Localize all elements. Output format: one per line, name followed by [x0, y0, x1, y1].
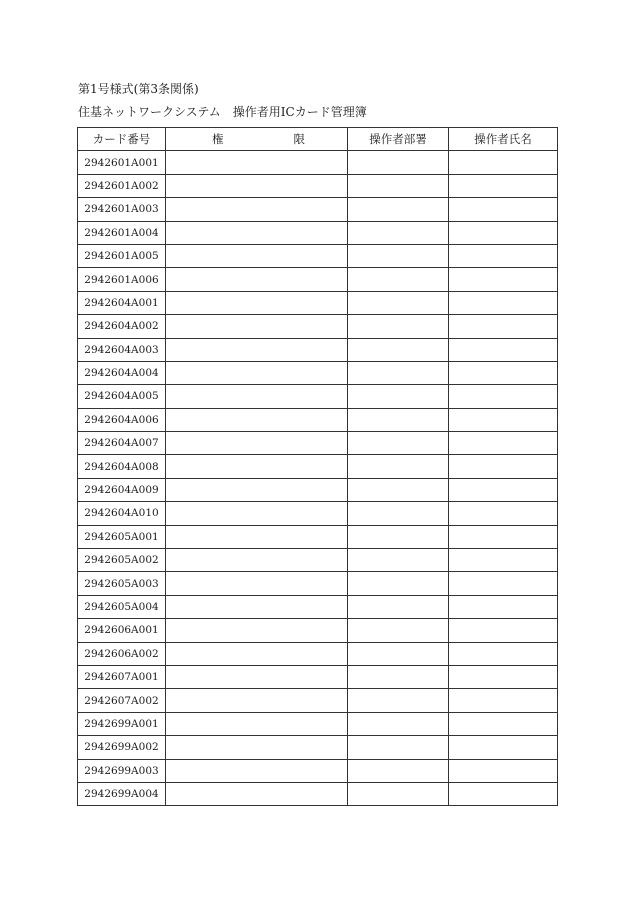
- table-row: [78, 244, 558, 267]
- operator-name-cell: [449, 478, 558, 501]
- card-number-cell: 2942604A007: [78, 432, 166, 455]
- header-authority-left: 権: [212, 132, 224, 147]
- operator-name-cell: [449, 549, 558, 572]
- table-row: [78, 619, 558, 642]
- card-number-cell: 2942601A004: [78, 221, 166, 244]
- card-number-cell: 2942604A010: [78, 502, 166, 525]
- authority-cell: [166, 315, 348, 338]
- table-row: [78, 736, 558, 759]
- operator-department-cell: [348, 665, 449, 688]
- table-row: [78, 502, 558, 525]
- operator-department-cell: [348, 244, 449, 267]
- authority-cell: [166, 759, 348, 782]
- authority-cell: [166, 408, 348, 431]
- authority-cell: [166, 736, 348, 759]
- operator-name-cell: [449, 291, 558, 314]
- authority-cell: [166, 221, 348, 244]
- operator-department-cell: [348, 478, 449, 501]
- table-row: [78, 291, 558, 314]
- operator-name-cell: [449, 151, 558, 174]
- operator-name-cell: [449, 642, 558, 665]
- table-row: [78, 174, 558, 197]
- operator-name-cell: [449, 315, 558, 338]
- card-number-cell: 2942604A001: [78, 291, 166, 314]
- authority-cell: [166, 432, 348, 455]
- operator-department-cell: [348, 736, 449, 759]
- authority-cell: [166, 549, 348, 572]
- table-row: [78, 549, 558, 572]
- card-number-cell: 2942605A003: [78, 572, 166, 595]
- authority-cell: [166, 268, 348, 291]
- table-row: [78, 385, 558, 408]
- operator-name-cell: [449, 198, 558, 221]
- card-number-cell: 2942607A001: [78, 665, 166, 688]
- authority-cell: [166, 478, 348, 501]
- card-number-cell: 2942699A003: [78, 759, 166, 782]
- card-number-cell: 2942601A001: [78, 151, 166, 174]
- authority-cell: [166, 712, 348, 735]
- table-row: [78, 198, 558, 221]
- operator-name-cell: [449, 619, 558, 642]
- card-number-cell: 2942605A004: [78, 595, 166, 618]
- table-row: [78, 572, 558, 595]
- card-number-cell: 2942601A002: [78, 174, 166, 197]
- document-title: 住基ネットワークシステム 操作者用ICカード管理簿: [78, 105, 367, 119]
- operator-name-cell: [449, 221, 558, 244]
- authority-cell: [166, 198, 348, 221]
- operator-department-cell: [348, 338, 449, 361]
- operator-department-cell: [348, 572, 449, 595]
- operator-department-cell: [348, 619, 449, 642]
- authority-cell: [166, 782, 348, 805]
- table-row: [78, 221, 558, 244]
- table-row: [78, 151, 558, 174]
- authority-cell: [166, 665, 348, 688]
- card-number-cell: 2942605A002: [78, 549, 166, 572]
- table-row: [78, 642, 558, 665]
- authority-cell: [166, 502, 348, 525]
- operator-department-cell: [348, 455, 449, 478]
- header-authority: [166, 128, 348, 151]
- operator-department-cell: [348, 291, 449, 314]
- card-number-cell: 2942604A002: [78, 315, 166, 338]
- operator-department-cell: [348, 525, 449, 548]
- authority-cell: [166, 642, 348, 665]
- table-row: [78, 361, 558, 384]
- authority-cell: [166, 619, 348, 642]
- table-row: [78, 759, 558, 782]
- operator-name-cell: [449, 385, 558, 408]
- operator-department-cell: [348, 174, 449, 197]
- table-row: [78, 712, 558, 735]
- card-number-cell: 2942601A003: [78, 198, 166, 221]
- operator-name-cell: [449, 572, 558, 595]
- operator-name-cell: [449, 174, 558, 197]
- operator-department-cell: [348, 782, 449, 805]
- authority-cell: [166, 151, 348, 174]
- authority-cell: [166, 689, 348, 712]
- operator-name-cell: [449, 408, 558, 431]
- card-number-cell: 2942601A006: [78, 268, 166, 291]
- operator-department-cell: [348, 642, 449, 665]
- authority-cell: [166, 525, 348, 548]
- authority-cell: [166, 291, 348, 314]
- header-authority-right: 限: [293, 132, 305, 147]
- operator-name-cell: [449, 736, 558, 759]
- operator-name-cell: [449, 432, 558, 455]
- card-number-cell: 2942604A006: [78, 408, 166, 431]
- operator-name-cell: [449, 665, 558, 688]
- table-row: [78, 478, 558, 501]
- card-number-cell: 2942606A001: [78, 619, 166, 642]
- operator-department-cell: [348, 268, 449, 291]
- authority-cell: [166, 244, 348, 267]
- table-row: [78, 432, 558, 455]
- table-row: [78, 408, 558, 431]
- operator-department-cell: [348, 759, 449, 782]
- table-header-row: [78, 128, 558, 151]
- operator-department-cell: [348, 432, 449, 455]
- table-row: [78, 782, 558, 805]
- card-number-cell: 2942699A002: [78, 736, 166, 759]
- operator-name-cell: [449, 525, 558, 548]
- operator-department-cell: [348, 151, 449, 174]
- operator-name-cell: [449, 712, 558, 735]
- operator-name-cell: [449, 338, 558, 361]
- authority-cell: [166, 595, 348, 618]
- operator-name-cell: [449, 595, 558, 618]
- authority-cell: [166, 385, 348, 408]
- card-number-cell: 2942604A003: [78, 338, 166, 361]
- header-operator-name: 操作者氏名: [449, 128, 558, 151]
- operator-department-cell: [348, 385, 449, 408]
- operator-department-cell: [348, 315, 449, 338]
- table-row: [78, 665, 558, 688]
- form-label: 第1号様式(第3条関係): [78, 82, 199, 96]
- authority-cell: [166, 572, 348, 595]
- operator-name-cell: [449, 759, 558, 782]
- table-row: [78, 689, 558, 712]
- operator-department-cell: [348, 549, 449, 572]
- table-row: [78, 455, 558, 478]
- table-row: [78, 338, 558, 361]
- card-number-cell: 2942601A005: [78, 244, 166, 267]
- header-operator-department: 操作者部署: [348, 128, 449, 151]
- table-body: [78, 151, 558, 806]
- operator-department-cell: [348, 221, 449, 244]
- authority-cell: [166, 361, 348, 384]
- card-number-cell: 2942604A009: [78, 478, 166, 501]
- card-number-cell: 2942607A002: [78, 689, 166, 712]
- table-row: [78, 595, 558, 618]
- card-number-cell: 2942699A001: [78, 712, 166, 735]
- operator-department-cell: [348, 361, 449, 384]
- operator-department-cell: [348, 408, 449, 431]
- header-card-number: カード番号: [78, 128, 166, 151]
- table-row: [78, 315, 558, 338]
- operator-name-cell: [449, 244, 558, 267]
- operator-department-cell: [348, 595, 449, 618]
- operator-name-cell: [449, 502, 558, 525]
- card-number-cell: 2942604A005: [78, 385, 166, 408]
- authority-cell: [166, 338, 348, 361]
- card-number-cell: 2942605A001: [78, 525, 166, 548]
- operator-department-cell: [348, 689, 449, 712]
- card-number-cell: 2942606A002: [78, 642, 166, 665]
- operator-name-cell: [449, 455, 558, 478]
- operator-name-cell: [449, 782, 558, 805]
- operator-department-cell: [348, 198, 449, 221]
- operator-name-cell: [449, 361, 558, 384]
- operator-department-cell: [348, 712, 449, 735]
- operator-name-cell: [449, 268, 558, 291]
- authority-cell: [166, 455, 348, 478]
- card-number-cell: 2942604A008: [78, 455, 166, 478]
- table-row: [78, 525, 558, 548]
- card-number-cell: 2942604A004: [78, 361, 166, 384]
- ic-card-register-table: [77, 127, 558, 806]
- operator-department-cell: [348, 502, 449, 525]
- authority-cell: [166, 174, 348, 197]
- card-number-cell: 2942699A004: [78, 782, 166, 805]
- operator-name-cell: [449, 689, 558, 712]
- table-row: [78, 268, 558, 291]
